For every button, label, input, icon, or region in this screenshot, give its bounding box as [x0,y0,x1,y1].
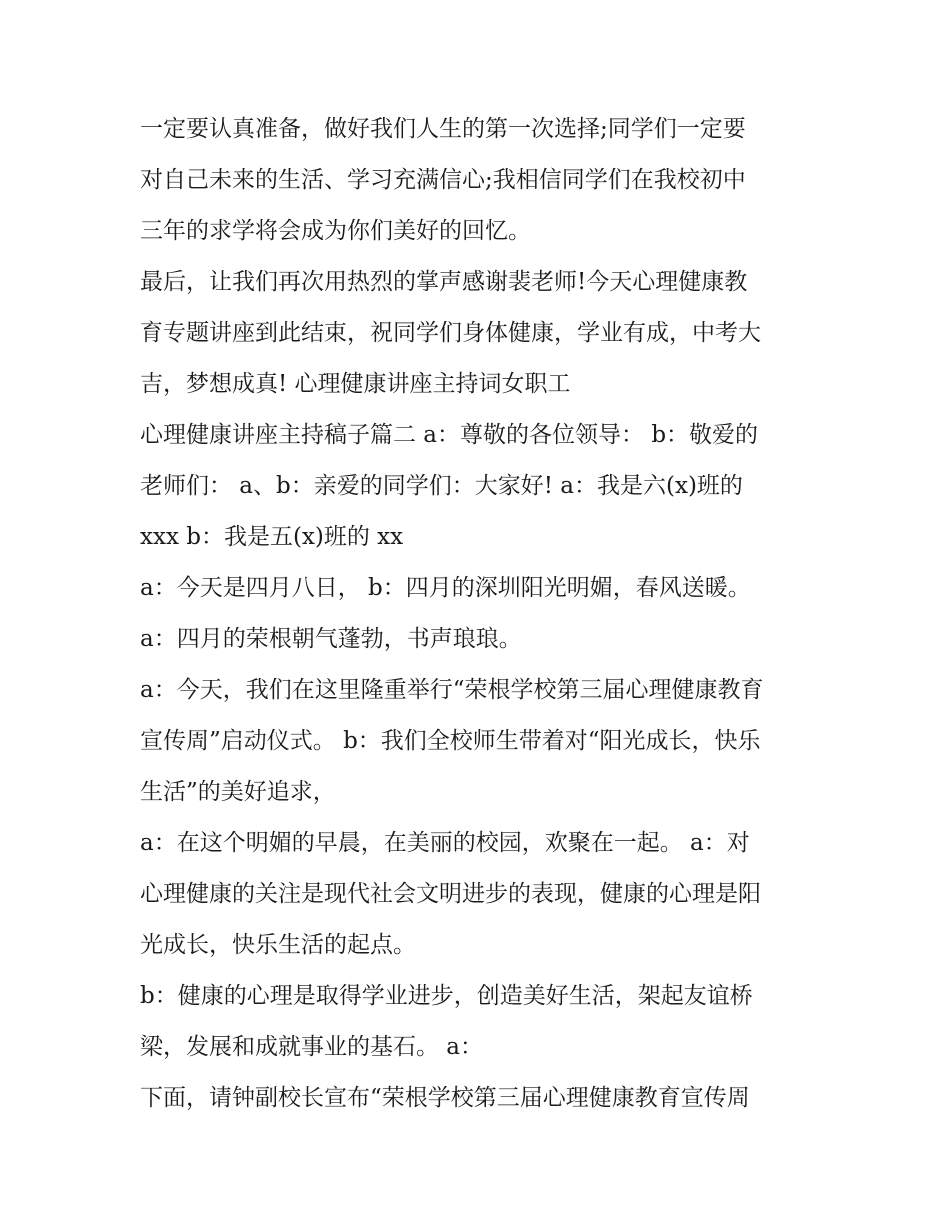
text-line: 吉，梦想成真! 心理健康讲座主持词女职工 [140,371,571,397]
text-line: 老师们： a、b：亲爱的同学们：大家好! a：我是六(x)班的 [140,473,743,499]
paragraph-1 [140,104,820,257]
text-line: a：在这个明媚的早晨，在美丽的校园，欢聚在一起。 a：对 [140,830,750,856]
text-line: 对自己未来的生活、学习充满信心;我相信同学们在我校初中 [140,167,746,193]
text-line: a：今天是四月八日， b：四月的深圳阳光明媚，春风送暖。 [140,575,751,601]
text-line: b：健康的心理是取得学业进步，创造美好生活，架起友谊桥 [140,983,753,1009]
text-line: 宣传周”启动仪式。 b：我们全校师生带着对“阳光成长，快乐 [140,728,761,754]
text-line: a：今天，我们在这里隆重举行“荣根学校第三届心理健康教育 [140,677,764,703]
text-line: xxx b：我是五(x)班的 xx [140,524,404,550]
paragraph-2 [140,257,820,410]
paragraph-9 [140,1073,820,1124]
text-line: 一定要认真准备，做好我们人生的第一次选择;同学们一定要 [140,116,746,142]
document-body [140,104,820,1124]
paragraph-6 [140,665,820,818]
paragraph-8 [140,971,820,1073]
paragraph-7 [140,818,820,971]
text-line: 梁，发展和成就事业的基石。 a： [140,1034,484,1060]
paragraph-5 [140,614,820,665]
text-line: 最后，让我们再次用热烈的掌声感谢裴老师!今天心理健康教 [140,269,748,295]
text-line: 生活”的美好追求， [140,779,336,805]
text-line: 育专题讲座到此结束，祝同学们身体健康，学业有成，中考大 [140,320,761,346]
text-line: 光成长，快乐生活的起点。 [140,932,416,958]
text-line: 心理健康讲座主持稿子篇二 a：尊敬的各位领导： b：敬爱的 [140,422,759,448]
text-line: 下面，请钟副校长宣布“荣根学校第三届心理健康教育宣传周 [140,1085,750,1111]
text-line: a：四月的荣根朝气蓬勃，书声琅琅。 [140,626,522,652]
text-line: 三年的求学将会成为你们美好的回忆。 [140,218,531,244]
text-line: 心理健康的关注是现代社会文明进步的表现，健康的心理是阳 [140,881,761,907]
paragraph-3 [140,410,820,563]
paragraph-4 [140,563,820,614]
